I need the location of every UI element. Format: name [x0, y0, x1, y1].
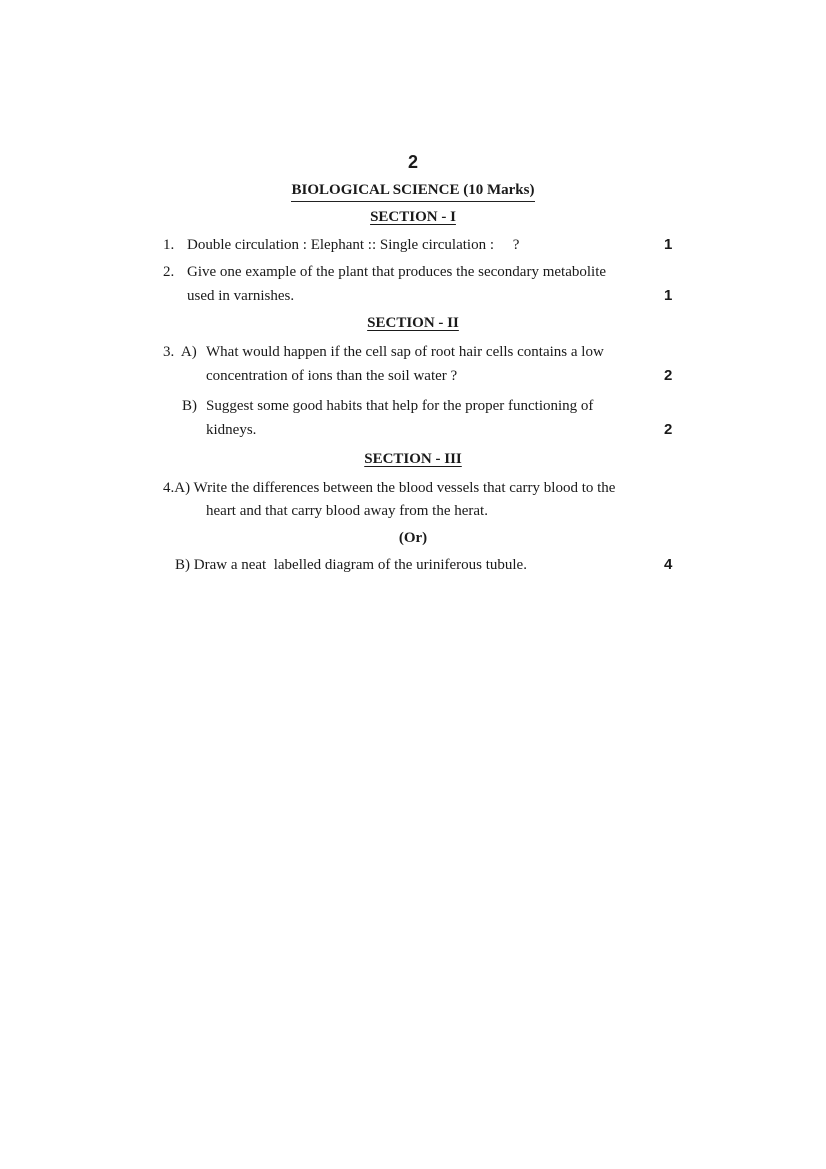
question-number: 1. [163, 237, 175, 253]
question-text: kidneys. [206, 422, 257, 438]
question-text: What would happen if the cell sap of root hair cells contains a low [206, 344, 604, 360]
question-text: concentration of ions than the soil water ? [206, 368, 458, 384]
section-heading: SECTION - II [367, 315, 459, 331]
question-number: 3. A) [163, 344, 197, 360]
or-separator: (Or) [398, 530, 428, 546]
question-text: B) Draw a neat labelled diagram of the uriniferous tubule. [175, 557, 527, 573]
section-heading: SECTION - III [364, 451, 462, 467]
question-marks: 2 [664, 421, 673, 438]
question-marks: 2 [664, 367, 673, 384]
question-text: heart and that carry blood away from the herat. [206, 503, 488, 519]
section-heading: SECTION - I [370, 209, 456, 225]
question-text: Give one example of the plant that produces the secondary metabolite [187, 264, 607, 280]
question-marks: 1 [664, 236, 673, 253]
question-marks: 1 [664, 287, 673, 304]
question-text: 4.A) Write the differences between the blood vessels that carry blood to the [163, 480, 616, 496]
question-text: used in varnishes. [187, 288, 295, 304]
page-number: 2 [407, 152, 418, 172]
question-number: B) [182, 398, 197, 414]
question-number: 2. [163, 264, 175, 280]
question-text: Double circulation : Elephant :: Single circulation : ? [187, 237, 520, 253]
question-text: Suggest some good habits that help for the proper functioning of [206, 398, 594, 414]
paper-title: BIOLOGICAL SCIENCE (10 Marks) [291, 181, 536, 202]
question-marks: 4 [664, 556, 673, 573]
